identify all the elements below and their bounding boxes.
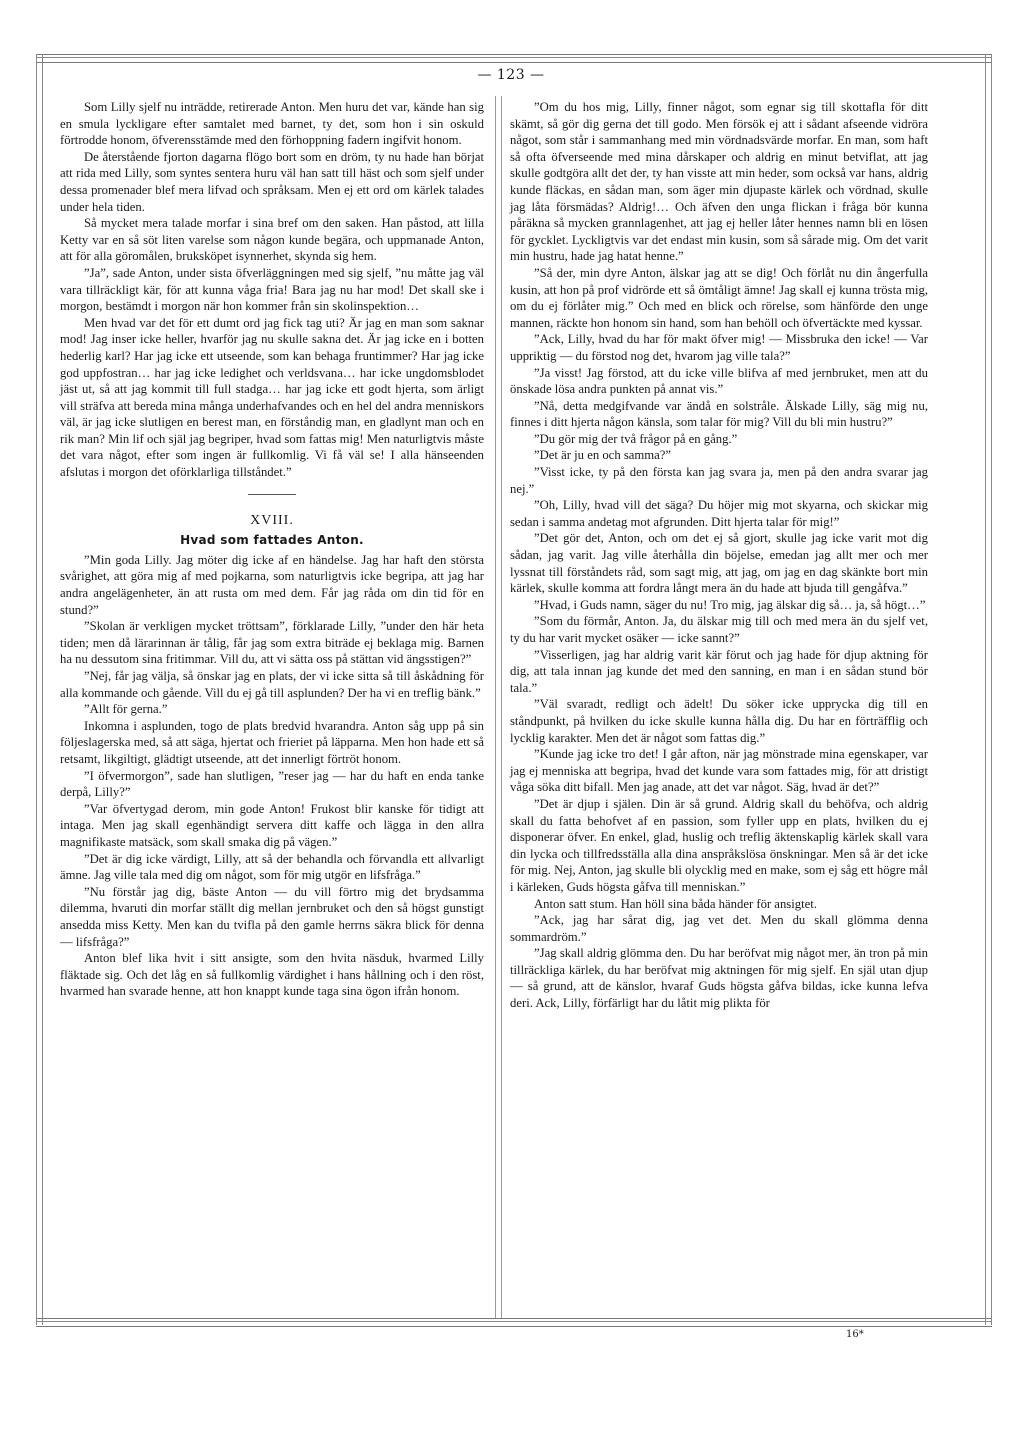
paragraph: ”Ja”, sade Anton, under sista öfverläggningen med sig sjelf, ”nu måtte jag väl vara tillräckligt kär, för att kunna våga fria! Bara jag nu har mod! Det skall ske i morgon, bestämdt i morgon när hon kommer från sin skolinspektion… [60,265,484,314]
page-number: — 123 — [477,67,545,83]
paragraph: ”Så der, min dyre Anton, älskar jag att se dig! Och förlåt nu din ångerfulla kusin, att hon på prof vidrörde ett så ömtåligt ämne! Jag skall ej kunna trösta mig, om du ej förlåter mig.” Och med en blick och rörelse, som hänförde den unge mannen, räckte hon honom sin hand, som han behöll och öfvertäckte med kyssar. [510,265,928,330]
paragraph: ”Min goda Lilly. Jag möter dig icke af en händelse. Jag har haft den största svårighet, att göra mig af med pojkarna, som naturligtvis icke begripa, att jag har andra angelägenheter, än att rusta om med dem. Får jag råda om din tid för en stund?” [60,552,484,617]
paragraph: ”I öfvermorgon”, sade han slutligen, ”reser jag — har du haft en enda tanke derpå, Lilly?” [60,768,484,800]
paragraph: ”Visserligen, jag har aldrig varit kär förut och jag hade för djup aktning för dig, att tala innan jag kunde det med den sanning, en man i en sådan stund bör tala.” [510,647,928,695]
paragraph: ”Nu förstår jag dig, bäste Anton — du vill förtro mig det brydsamma dilemma, hvaruti din morfar ställt dig mellan jernbruket och den så högst gunstigt ansedda miss Ketty. Men kan du tvifla på den gamle herrns säkra blick för denna — lifsfråga?” [60,884,484,949]
paragraph: Som Lilly sjelf nu inträdde, retirerade Anton. Men huru det var, kände han sig en smula lyckligare efter samtalet med barnet, ty det, som hon i sin oskuld förtrodde honom, öfverensstämde med den förhoppning fadern ingifvit honom. [60,100,484,148]
section-separator [248,494,296,495]
paragraph: ”Jag skall aldrig glömma den. Du har beröfvat mig något mer, än tron på min tillräckliga kärlek, du har beröfvat mig aktningen för mig sjelf. En själ utan djup — så grund, att de känslor, hvaraf Guds högsta gåfva bildas, icke kunna lefva deri. Ack, Lilly, förfärligt har du låtit mig plikta för [510,946,928,1011]
paragraph: ”Väl svaradt, redligt och ädelt! Du söker icke upprycka dig till en ståndpunkt, på hvilken du icke skulle kunna hålla dig. Du har en förträfflig och lycklig karakter. Men det är något som fattas dig.” [510,697,928,745]
left-border [36,54,43,1325]
left-column [60,99,484,1000]
right-column [510,99,928,1012]
chapter-number: XVIII. [250,512,294,528]
paragraph: ”Skolan är verkligen mycket tröttsam”, förklarade Lilly, ”under den här heta tiden; men då lärarinnan är tålig, får jag som extra biträde ej beklaga mig. Barnen ha nu dessutom sina fritimmar. Vill du, att vi sätta oss på stättan vid ängsstigen?” [60,619,484,667]
paragraph: ”Det gör det, Anton, och om det ej så gjort, skulle jag icke varit mot dig sådan, jag varit. Jag ville återhålla din böjelse, emedan jag allt mer och mer lyssnat till förståndets råd, som sagt mig, att jag, om jag en dag skänkte bort min kärlek, skulle komma att fordra långt mera än du hade att bjuda till gengåfva.” [510,531,928,596]
sheet-signature: 16* [846,1329,864,1340]
paragraph: ”Du gör mig der två frågor på en gång.” [534,431,738,446]
right-border [985,54,992,1325]
paragraph: ”Allt för gerna.” [84,702,168,717]
paragraph: ”Var öfvertygad derom, min gode Anton! Frukost blir kanske för tidigt att intaga. Men jag skall egenhändigt servera ditt kaffe och lägga in den allra magnifikaste matsäck, som skall smaka dig på vägen.” [60,801,484,849]
paragraph: ”Som du förmår, Anton. Ja, du älskar mig till och med mera än du sjelf vet, ty du har varit mycket osäker — icke sannt?” [510,614,928,645]
right-column-text [510,99,928,1012]
paragraph: ”Det är ju en och samma?” [534,448,672,463]
paragraph: ”Det är dig icke värdigt, Lilly, att så der behandla och förvandla ett allvarligt ämne. Jag ville tala med dig om något, som för mig utgör en lifsfråga.” [60,851,484,883]
paragraph: ”Det är djup i själen. Din är så grund. Aldrig skall du behöfva, och aldrig skall du fatta behofvet af en passion, som fyller upp en plats, hvilken du ej disponerar öfver. En enkel, glad, huslig och treflig äktenskaplig kärlek skall vara din lycka och tillfredsställa alla dina anspråkslösa önskningar. Men så är det icke för mig. Nej, Anton, jag skulle bli olycklig med en make, som ej såg ett högre mål i kärleken, Guds högsta gåfva till menniskan.” [510,796,928,894]
paragraph: Inkomna i asplunden, togo de plats bredvid hvarandra. Anton såg upp på sin följeslagerska med, så att säga, hjertat och frieriet på läpparna. Men hon hade ett så retsamt, likgiltigt, glädtigt utseende, att det innerligt förtröt honom. [60,718,484,766]
paragraph: ”Oh, Lilly, hvad vill det säga? Du höjer mig mot skyarna, och skickar mig sedan i samma andetag mot afgrunden. Ditt hjerta talar för mig!” [510,498,928,529]
paragraph: Men hvad var det för ett dumt ord jag fick tag uti? Är jag en man som saknar mod! Jag inser icke heller, hvarför jag nu skulle sakna det. Är jag icke en i botten hederlig karl? Har jag icke ett utseende, som kan behaga fruntimmer? Har jag icke god uppfostran… har jag icke ledighet och verldsvana… har icke ungdomsblodet jäst ut, så att jag kommit till full stadga… har jag icke ett godt hjerta, som ärligt vill sträfva att bereda mina många underhafvandes och en hel del andra menniskors väl, är jag icke slutligen en berest man, en förståndig man, en gladlynt man och en rik man? Min lif och själ jag begriper, hvad som fattas mig! Men naturligtvis måste det vara något, efter som ingen är fullkomlig. Vi få väl se! I alla hänseenden afslutas i morgon det oförklarliga tillståndet.” [60,315,484,480]
paragraph: De återstående fjorton dagarna flögo bort som en dröm, ty nu hade han börjat att rida med Lilly, som syntes sentera huru väl han satt till häst och som sjelf under dessa promenader blef mera lifvad och språksam. Men ej ett ord om kärlek talades under hela tiden. [60,149,484,214]
paragraph: ”Om du hos mig, Lilly, finner något, som egnar sig till skottafla för ditt skämt, så gör dig gerna det till godo. Men försök ej att i sådant afseende vidröra något, som står i sammanhang med min vördnadsvärde morfar. En man, som haft så ofta öfverseende med mina dårskaper och aldrig en minut betviflat, att jag skulle godtgöra allt det der, ty han visste att min heder, som också var hans, aldrig kunde fläckas, en sådan man, som äger min djupaste kärlek och vördnad, skulle jag låta försmädas? Aldrig!… Och äfven den unga flickan i fråga bör kunna påräkna så mycken grannlagenhet, att jag ej heller låter hennes namn bli en lösen för gycklet. Lyckligtvis var det endast min kusin, som så sårade mig. Om det varit min hustru, hade jag hatat henne.” [510,100,928,264]
paragraph: ”Nå, detta medgifvande var ändå en solstråle. Älskade Lilly, säg mig nu, finnes i ditt hjerta någon känsla, som talar för mig? Vill du bli min hustru?” [510,398,928,430]
column-divider [495,96,502,1318]
chapter-title: Hvad som fattades Anton. [180,533,364,548]
bottom-border [36,1318,992,1327]
paragraph: Så mycket mera talade morfar i sina bref om den saken. Han påstod, att lilla Ketty var en så söt liten varelse som någon kunde begära, och uppmanade Anton, att för alla göromålen, bruksköpet isynnerhet, skynda sig hem. [60,216,484,264]
left-column-text-after [60,552,484,1000]
paragraph: ”Visst icke, ty på den första kan jag svara ja, men på den andra svarar jag nej.” [510,465,928,496]
paragraph: ”Kunde jag icke tro det! I går afton, när jag mönstrade mina egenskaper, var jag ej menniska att begripa, hvad det kunde vara som fattades mig, för att dristigt våga söka ditt bifall. Men jag anade, att det var något. Säg, hvad är det?” [510,747,928,795]
paragraph: ”Ack, jag har sårat dig, jag vet det. Men du skall glömma denna sommardröm.” [510,913,928,944]
paragraph: ”Ja visst! Jag förstod, att du icke ville blifva af med jernbruket, men att du önskade lösa andra punkten på annat vis.” [510,365,928,397]
paragraph: Anton satt stum. Han höll sina båda händer för ansigtet. [534,896,817,911]
paragraph: ”Hvad, i Guds namn, säger du nu! Tro mig, jag älskar dig så… ja, så högt…” [534,597,926,612]
paragraph: ”Ack, Lilly, hvad du har för makt öfver mig! — Missbruka den icke! — Var uppriktig — du förstod nog det, hvarom jag ville tala?” [510,332,928,363]
top-border [36,54,992,63]
paragraph: ”Nej, får jag välja, så önskar jag en plats, der vi icke sitta så till åskådning för alla kommande och gående. Vill du ej gå till asplunden? Der ha vi en treflig bänk.” [60,669,484,700]
paragraph: Anton blef lika hvit i sitt ansigte, som den hvita näsduk, hvarmed Lilly fläktade sig. Och det låg en så fullkomlig värdighet i hans hållning och i den röst, hvarmed han svarade henne, att hon knappt kunde taga sina ögon ifrån honom. [60,951,484,999]
left-column-text-before [60,99,484,481]
